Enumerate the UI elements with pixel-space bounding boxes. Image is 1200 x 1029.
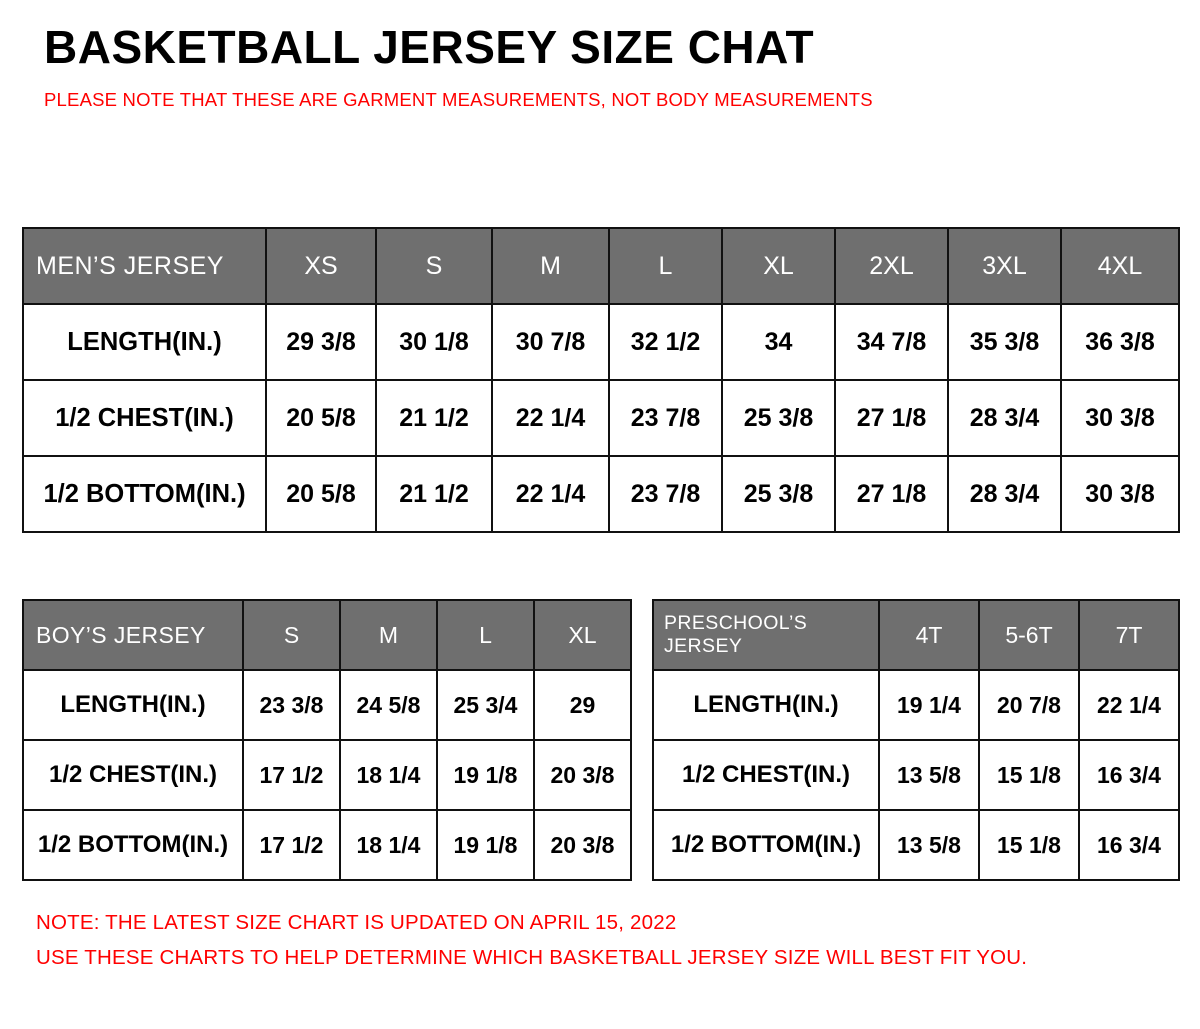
boys-header-s: S [243, 600, 340, 670]
mens-cell-length-2xl: 34 7/8 [835, 304, 948, 380]
mens-cell-length-s: 30 1/8 [376, 304, 492, 380]
table-row [23, 740, 631, 810]
mens-cell-length-4xl: 36 3/8 [1061, 304, 1179, 380]
mens-row-label-bottom: 1/2 BOTTOM(IN.) [23, 456, 266, 532]
mens-cell-bottom-xs: 20 5/8 [266, 456, 376, 532]
preschool-header-5-6t: 5-6T [979, 600, 1079, 670]
mens-jersey-size-table [22, 227, 1180, 533]
mens-header-title: MEN’S JERSEY [23, 228, 266, 304]
mens-row-label-chest: 1/2 CHEST(IN.) [23, 380, 266, 456]
table-header-row [23, 600, 631, 670]
bottom-notes [36, 906, 1027, 976]
boys-cell-length-l: 25 3/4 [437, 670, 534, 740]
table-row [23, 670, 631, 740]
boys-cell-length-m: 24 5/8 [340, 670, 437, 740]
mens-row-label-length: LENGTH(IN.) [23, 304, 266, 380]
mens-cell-chest-s: 21 1/2 [376, 380, 492, 456]
mens-cell-length-xs: 29 3/8 [266, 304, 376, 380]
boys-cell-bottom-s: 17 1/2 [243, 810, 340, 880]
mens-cell-chest-xs: 20 5/8 [266, 380, 376, 456]
preschool-cell-bottom-7t: 16 3/4 [1079, 810, 1179, 880]
boys-cell-bottom-xl: 20 3/8 [534, 810, 631, 880]
preschool-cell-length-7t: 22 1/4 [1079, 670, 1179, 740]
preschool-cell-chest-4t: 13 5/8 [879, 740, 979, 810]
table-header-row [653, 600, 1179, 670]
mens-cell-length-xl: 34 [722, 304, 835, 380]
boys-cell-chest-l: 19 1/8 [437, 740, 534, 810]
mens-cell-length-3xl: 35 3/8 [948, 304, 1061, 380]
boys-cell-chest-s: 17 1/2 [243, 740, 340, 810]
table-row [653, 670, 1179, 740]
mens-header-l: L [609, 228, 722, 304]
mens-cell-chest-2xl: 27 1/8 [835, 380, 948, 456]
table-row [23, 380, 1179, 456]
mens-cell-chest-4xl: 30 3/8 [1061, 380, 1179, 456]
note-updated-date: NOTE: THE LATEST SIZE CHART IS UPDATED ON APRIL 15, 2022 [36, 911, 677, 934]
preschool-cell-length-4t: 19 1/4 [879, 670, 979, 740]
preschool-cell-chest-7t: 16 3/4 [1079, 740, 1179, 810]
mens-cell-bottom-m: 22 1/4 [492, 456, 609, 532]
boys-cell-chest-xl: 20 3/8 [534, 740, 631, 810]
table-row [653, 740, 1179, 810]
boys-jersey-size-table [22, 599, 632, 881]
table-header-row [23, 228, 1179, 304]
mens-cell-bottom-3xl: 28 3/4 [948, 456, 1061, 532]
mens-cell-chest-xl: 25 3/8 [722, 380, 835, 456]
preschool-row-label-length: LENGTH(IN.) [653, 670, 879, 740]
boys-row-label-chest: 1/2 CHEST(IN.) [23, 740, 243, 810]
mens-cell-chest-m: 22 1/4 [492, 380, 609, 456]
table-row [23, 810, 631, 880]
table-row [23, 304, 1179, 380]
mens-cell-bottom-s: 21 1/2 [376, 456, 492, 532]
preschool-header-7t: 7T [1079, 600, 1179, 670]
preschool-cell-bottom-5-6t: 15 1/8 [979, 810, 1079, 880]
mens-header-m: M [492, 228, 609, 304]
preschool-cell-length-5-6t: 20 7/8 [979, 670, 1079, 740]
mens-header-2xl: 2XL [835, 228, 948, 304]
preschool-cell-bottom-4t: 13 5/8 [879, 810, 979, 880]
boys-cell-bottom-l: 19 1/8 [437, 810, 534, 880]
boys-header-m: M [340, 600, 437, 670]
mens-cell-bottom-xl: 25 3/8 [722, 456, 835, 532]
mens-cell-chest-3xl: 28 3/4 [948, 380, 1061, 456]
mens-cell-length-m: 30 7/8 [492, 304, 609, 380]
preschool-cell-chest-5-6t: 15 1/8 [979, 740, 1079, 810]
mens-header-xs: XS [266, 228, 376, 304]
mens-cell-bottom-2xl: 27 1/8 [835, 456, 948, 532]
preschool-row-label-chest: 1/2 CHEST(IN.) [653, 740, 879, 810]
preschool-row-label-bottom: 1/2 BOTTOM(IN.) [653, 810, 879, 880]
boys-header-title: BOY’S JERSEY [23, 600, 243, 670]
mens-cell-bottom-l: 23 7/8 [609, 456, 722, 532]
garment-measurement-note: PLEASE NOTE THAT THESE ARE GARMENT MEASUREMENTS, NOT BODY MEASUREMENTS [44, 88, 873, 110]
mens-header-xl: XL [722, 228, 835, 304]
boys-row-label-bottom: 1/2 BOTTOM(IN.) [23, 810, 243, 880]
page-title: BASKETBALL JERSEY SIZE CHAT [44, 21, 815, 73]
preschool-header-4t: 4T [879, 600, 979, 670]
preschool-jersey-size-table [652, 599, 1180, 881]
table-row [653, 810, 1179, 880]
note-usage: USE THESE CHARTS TO HELP DETERMINE WHICH BASKETBALL JERSEY SIZE WILL BEST FIT YOU. [36, 945, 1028, 969]
boys-header-l: L [437, 600, 534, 670]
boys-cell-length-s: 23 3/8 [243, 670, 340, 740]
boys-cell-length-xl: 29 [534, 670, 631, 740]
mens-header-s: S [376, 228, 492, 304]
boys-row-label-length: LENGTH(IN.) [23, 670, 243, 740]
mens-cell-length-l: 32 1/2 [609, 304, 722, 380]
mens-cell-chest-l: 23 7/8 [609, 380, 722, 456]
mens-cell-bottom-4xl: 30 3/8 [1061, 456, 1179, 532]
boys-header-xl: XL [534, 600, 631, 670]
size-chart-page [0, 22, 1200, 1029]
boys-cell-chest-m: 18 1/4 [340, 740, 437, 810]
mens-header-3xl: 3XL [948, 228, 1061, 304]
boys-cell-bottom-m: 18 1/4 [340, 810, 437, 880]
preschool-header-title: PRESCHOOL’S JERSEY [653, 600, 879, 670]
table-row [23, 456, 1179, 532]
mens-header-4xl: 4XL [1061, 228, 1179, 304]
